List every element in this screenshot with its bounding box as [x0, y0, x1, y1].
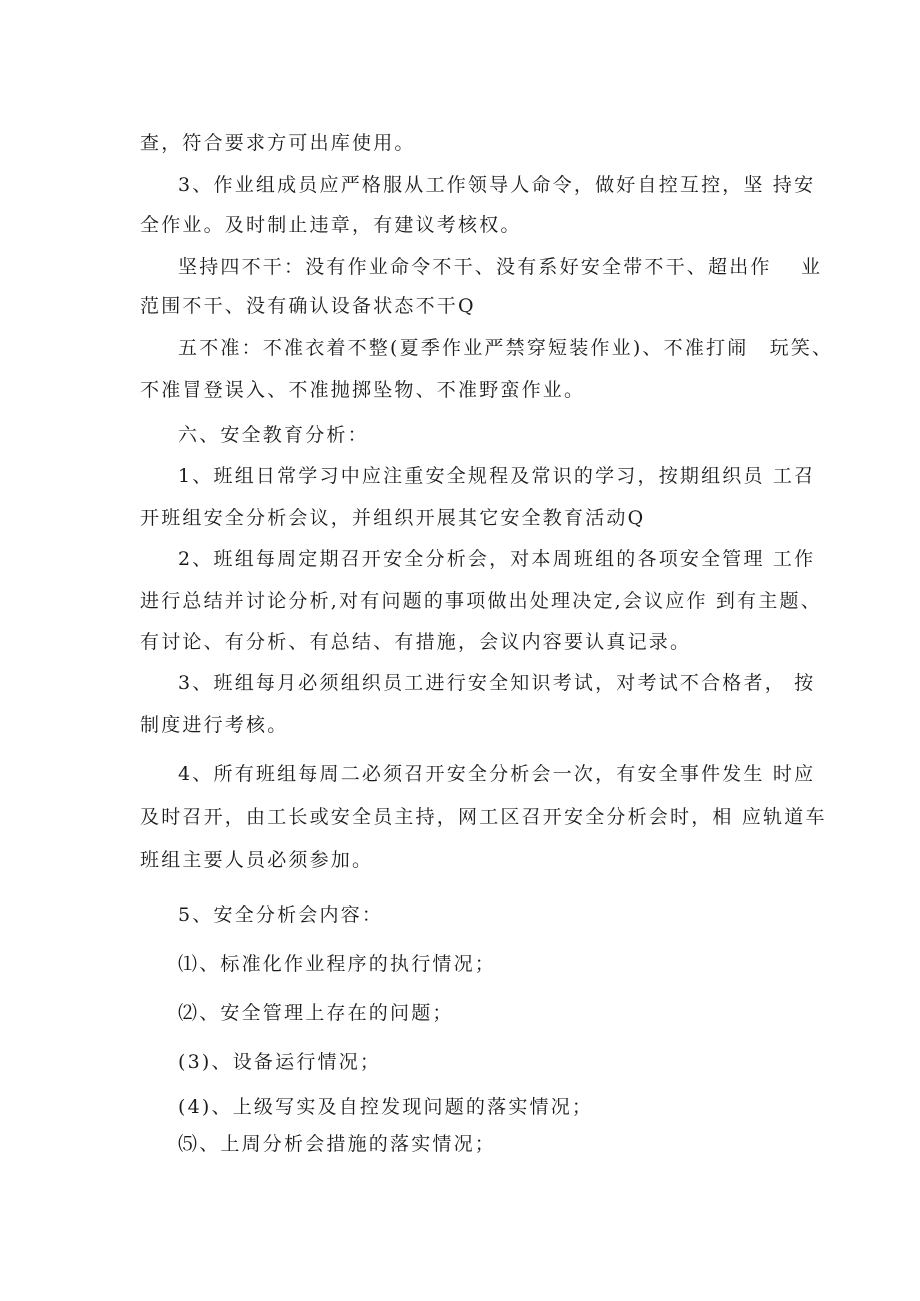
section-heading: 六、安全教育分析： — [178, 424, 369, 446]
text-line: 范围不干、没有确认设备状态不干Q — [140, 295, 476, 317]
text-line: 班组主要人员必须参加。 — [140, 849, 374, 871]
text-line: 有讨论、有分析、有总结、有措施，会议内容要认真记录。 — [140, 631, 692, 653]
text-line: 查，符合要求方可出库使用。 — [140, 132, 416, 154]
text-line: 制度进行考核。 — [140, 714, 289, 736]
text-line: 4、所有班组每周二必须召开安全分析会一次，有安全事件发生 时应 — [178, 763, 816, 785]
text-line: 全作业。及时制止违章，有建议考核权。 — [140, 214, 522, 236]
text-line: 开班组安全分析会议，并组织开展其它安全教育活动Q — [140, 507, 646, 529]
text-line: 五不准：不准衣着不整(夏季作业严禁穿短装作业)、不准打闹 玩笑、 — [178, 337, 834, 359]
list-item: ⑵、安全管理上存在的问题； — [178, 1002, 454, 1024]
text-line: 及时召开，由工长或安全员主持，网工区召开安全分析会时，相 应轨道车 — [140, 806, 827, 828]
text-line: 3、班组每月必须组织员工进行安全知识考试，对考试不合格者， 按 — [178, 672, 816, 694]
list-item: ⑴、标准化作业程序的执行情况； — [178, 953, 497, 975]
text-line: 1、班组日常学习中应注重安全规程及常识的学习，按期组织员 工召 — [178, 465, 816, 487]
text-line: 不准冒登误入、不准抛掷坠物、不准野蛮作业。 — [140, 379, 586, 401]
text-line: 3、作业组成员应严格服从工作领导人命令，做好自控互控，坚 持安 — [178, 174, 816, 196]
list-item: (3)、设备运行情况； — [178, 1051, 382, 1073]
text-line: 进行总结并讨论分析,对有问题的事项做出处理决定,会议应作 到有主题、 — [140, 590, 822, 612]
text-line: 坚持四不干：没有作业命令不干、没有系好安全带不干、超出作 业 — [178, 256, 823, 278]
list-item: (4)、上级写实及自控发现问题的落实情况； — [178, 1096, 594, 1118]
text-line: 5、安全分析会内容： — [178, 904, 384, 926]
text-line: 2、班组每周定期召开安全分析会，对本周班组的各项安全管理 工作 — [178, 548, 816, 570]
list-item: ⑸、上周分析会措施的落实情况； — [178, 1133, 497, 1155]
